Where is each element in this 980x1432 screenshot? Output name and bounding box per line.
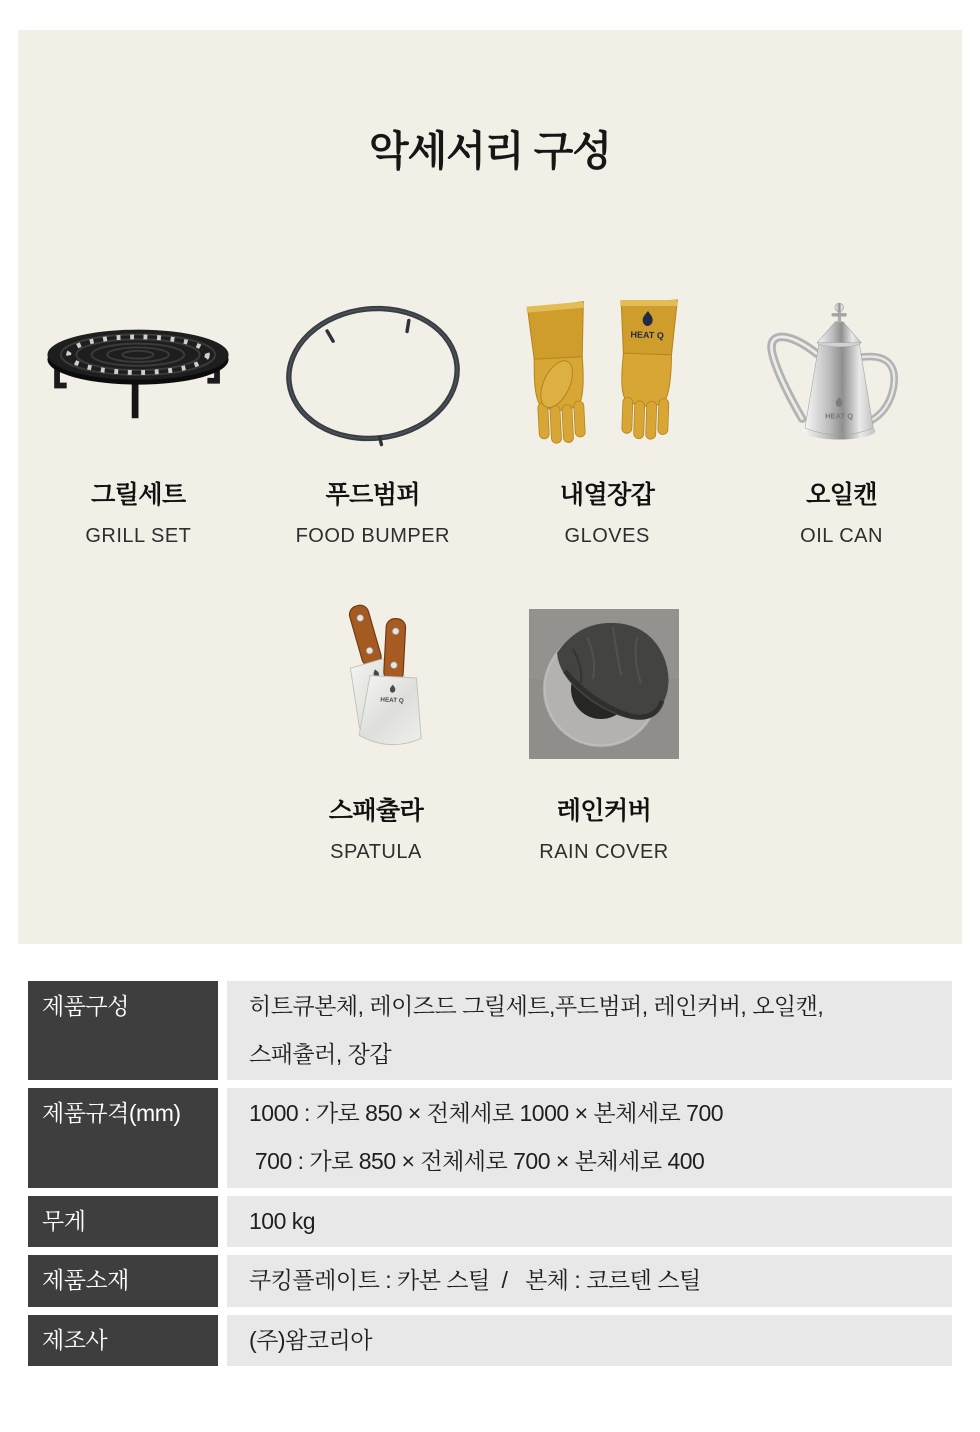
spec-value-line: 쿠킹플레이트 : 카본 스틸 / 본체 : 코르텐 스틸 bbox=[249, 1267, 701, 1294]
spec-table bbox=[28, 981, 952, 1374]
grill-set-icon bbox=[32, 310, 244, 436]
product-name-kr: 내열장갑 bbox=[559, 481, 655, 509]
product-row-2 bbox=[18, 603, 962, 864]
spec-value bbox=[227, 1255, 952, 1307]
table-row bbox=[28, 1196, 952, 1248]
oil-can-icon bbox=[754, 297, 930, 449]
spec-value-line: 히트큐본체, 레이즈드 그릴세트,푸드범퍼, 레인커버, 오일캔, bbox=[249, 993, 824, 1019]
spec-value bbox=[227, 1315, 952, 1367]
table-row bbox=[28, 981, 952, 1080]
product-name-kr: 그릴세트 bbox=[91, 481, 186, 509]
product-card-rain-cover bbox=[490, 603, 718, 864]
spec-value bbox=[227, 981, 952, 1080]
product-name-en: RAIN COVER bbox=[539, 841, 669, 863]
product-name-en: GLOVES bbox=[564, 525, 650, 547]
product-name-kr: 레인커버 bbox=[556, 797, 652, 825]
product-name-en: SPATULA bbox=[330, 841, 422, 863]
spec-value-line: 700 : 가로 850 × 전체세로 700 × 본체세로 400 bbox=[249, 1147, 705, 1174]
product-name-kr: 푸드범퍼 bbox=[325, 481, 421, 509]
spec-value-line: (주)왐코리아 bbox=[249, 1326, 372, 1353]
spec-value-line: 1000 : 가로 850 × 전체세로 1000 × 본체세로 700 bbox=[249, 1100, 724, 1127]
food-bumper-image bbox=[259, 297, 487, 449]
rain-cover-image bbox=[490, 603, 718, 765]
rain-cover-icon bbox=[529, 609, 679, 759]
product-name-en: OIL CAN bbox=[800, 525, 883, 547]
table-row bbox=[28, 1088, 952, 1187]
grill-set-image bbox=[24, 297, 252, 449]
table-row bbox=[28, 1255, 952, 1307]
gloves-image bbox=[493, 297, 721, 449]
product-card-gloves bbox=[493, 297, 721, 548]
table-row bbox=[28, 1315, 952, 1367]
product-card-spatula bbox=[262, 603, 490, 864]
product-row-1 bbox=[18, 297, 962, 548]
product-name-kr: 스패츌라 bbox=[328, 797, 424, 825]
spatula-image bbox=[262, 603, 490, 765]
spatula-icon bbox=[292, 604, 460, 764]
product-card-food-bumper bbox=[259, 297, 487, 548]
spec-value bbox=[227, 1088, 952, 1187]
gloves-icon bbox=[521, 298, 693, 448]
product-name-kr: 오일캔 bbox=[806, 481, 878, 509]
glove-brand-label: HEAT Q bbox=[630, 329, 665, 341]
spatula-brand-label: HEAT Q bbox=[380, 696, 404, 705]
spec-label: 제품소재 bbox=[28, 1255, 218, 1307]
spec-label: 제품규격(mm) bbox=[28, 1088, 218, 1187]
product-name-en: FOOD BUMPER bbox=[295, 525, 450, 547]
spec-value-line: 스패츌러, 장갑 bbox=[249, 1040, 392, 1067]
spec-label: 무게 bbox=[28, 1196, 218, 1248]
spec-label: 제품구성 bbox=[28, 981, 218, 1080]
spec-value-line: 100 kg bbox=[249, 1207, 316, 1234]
spec-label: 제조사 bbox=[28, 1315, 218, 1367]
product-card-grill-set bbox=[24, 297, 252, 548]
food-bumper-ring-icon bbox=[273, 297, 473, 449]
product-card-oil-can bbox=[728, 297, 956, 548]
spec-value bbox=[227, 1196, 952, 1248]
page-title: 악세서리 구성 bbox=[368, 128, 612, 174]
oil-can-brand-label: HEAT Q bbox=[824, 411, 853, 421]
accessory-panel bbox=[18, 30, 962, 944]
oil-can-image bbox=[728, 297, 956, 449]
product-name-en: GRILL SET bbox=[85, 525, 192, 547]
